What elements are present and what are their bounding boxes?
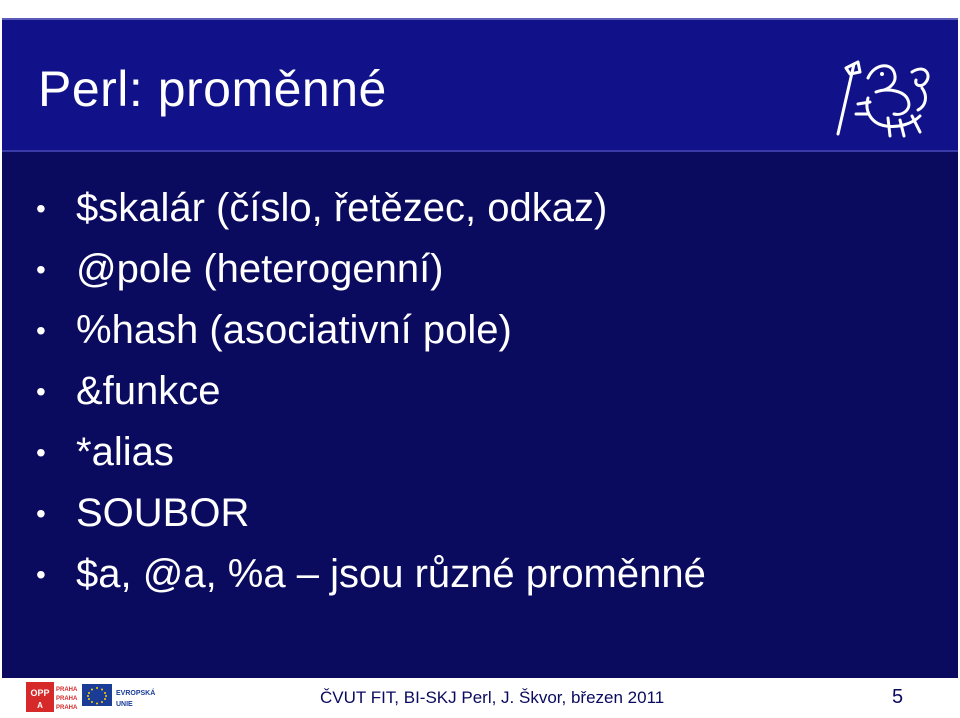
bullet-marker: • bbox=[36, 376, 46, 407]
eu-label: EVROPSKÁ bbox=[116, 690, 156, 697]
footer-credit: ČVUT FIT, BI-SKJ Perl, J. Škvor, březen 2011 bbox=[320, 688, 665, 707]
bullet-text: &funkce bbox=[76, 369, 221, 413]
title-bar bbox=[2, 18, 958, 152]
bullet-marker: • bbox=[36, 498, 46, 529]
list-item bbox=[36, 361, 706, 422]
bullet-text: %hash (asociativní pole) bbox=[76, 308, 512, 352]
eu-label: UNIE bbox=[116, 701, 133, 708]
bullet-marker: • bbox=[36, 437, 46, 468]
bullet-text: *alias bbox=[76, 430, 174, 474]
ctu-lion-logo-icon bbox=[828, 58, 934, 142]
bullet-marker: • bbox=[36, 254, 46, 285]
bullet-text: $a, @a, %a – jsou různé proměnné bbox=[76, 552, 706, 596]
praha-label: PRAHA bbox=[56, 705, 78, 711]
list-item bbox=[36, 544, 706, 605]
bullet-marker: • bbox=[36, 193, 46, 224]
list-item bbox=[36, 300, 706, 361]
bullet-text: $skalár (číslo, řetězec, odkaz) bbox=[76, 186, 608, 230]
praha-label: PRAHA bbox=[56, 696, 78, 702]
bullet-text: SOUBOR bbox=[76, 491, 250, 535]
bullet-list bbox=[36, 178, 706, 605]
list-item bbox=[36, 483, 706, 544]
page-number: 5 bbox=[892, 686, 904, 708]
slide bbox=[2, 18, 958, 678]
slide-title: Perl: proměnné bbox=[38, 61, 387, 117]
eu-flag-icon bbox=[26, 680, 158, 714]
opp-logo-text: OPP bbox=[30, 688, 50, 698]
praha-label: PRAHA bbox=[56, 687, 78, 693]
opp-logo-letter: A bbox=[37, 701, 43, 710]
list-item bbox=[36, 178, 706, 239]
footer bbox=[0, 678, 960, 718]
bullet-marker: • bbox=[36, 315, 46, 346]
bullet-marker: • bbox=[36, 559, 46, 590]
list-item bbox=[36, 239, 706, 300]
bullet-text: @pole (heterogenní) bbox=[76, 247, 444, 291]
list-item bbox=[36, 422, 706, 483]
